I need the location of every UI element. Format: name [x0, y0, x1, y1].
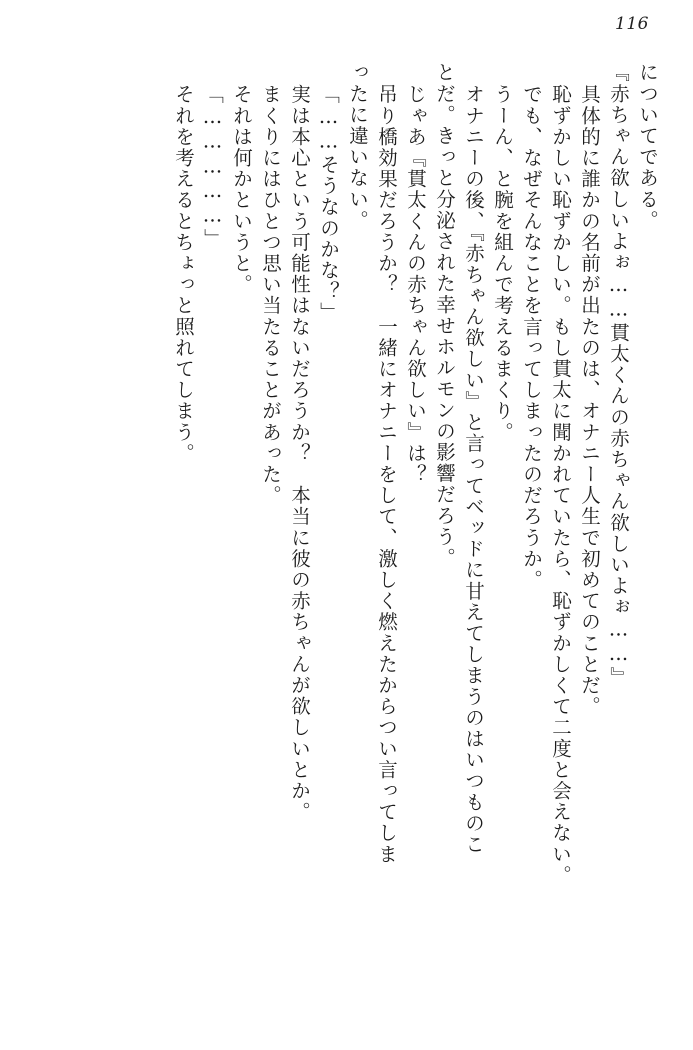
- text-column: うーん、と腕を組んで考えるまくり。: [491, 84, 514, 443]
- page-number: 116: [615, 14, 649, 34]
- text-column: 具体的に誰かの名前が出たのは、オナニー人生で初めてのことだ。: [578, 84, 601, 717]
- text-column: まくりにはひとつ思い当たることがあった。: [259, 84, 282, 506]
- text-column: 実は本心という可能性はないだろうか？ 本当に彼の赤ちゃんが欲しいとか。: [288, 84, 311, 823]
- text-column: 恥ずかしい恥ずかしい。もし貫太に聞かれていたら、恥ずかしくて二度と会えない。: [549, 84, 572, 886]
- text-column: 「……………」: [201, 84, 224, 250]
- text-column: 吊り橋効果だろうか？ 一緒にオナニーをして、激しく燃えたからつい言ってしま: [375, 84, 398, 865]
- text-column: ったに違いない。: [346, 62, 369, 231]
- text-column: でも、なぜそんなことを言ってしまったのだろうか。: [520, 84, 543, 591]
- text-column: 「……そうなのかな？」: [317, 84, 340, 324]
- vertical-text-body: [36, 62, 657, 1016]
- text-column: それを考えるとちょっと照れてしまう。: [172, 84, 195, 464]
- text-column: オナニーの後、『赤ちゃん欲しい』と言ってベッドに甘えてしまうのはいつものこ: [462, 84, 485, 855]
- text-column: 『赤ちゃん欲しいよぉ……貫太くんの赤ちゃん欲しいよぉ……』: [607, 62, 630, 688]
- text-column: についてである。: [636, 62, 659, 231]
- text-column: とだ。きっと分泌された幸せホルモンの影響だろう。: [433, 62, 456, 569]
- text-column: それは何かというと。: [230, 84, 253, 295]
- text-column: じゃあ『貫太くんの赤ちゃん欲しい』は？: [404, 84, 427, 485]
